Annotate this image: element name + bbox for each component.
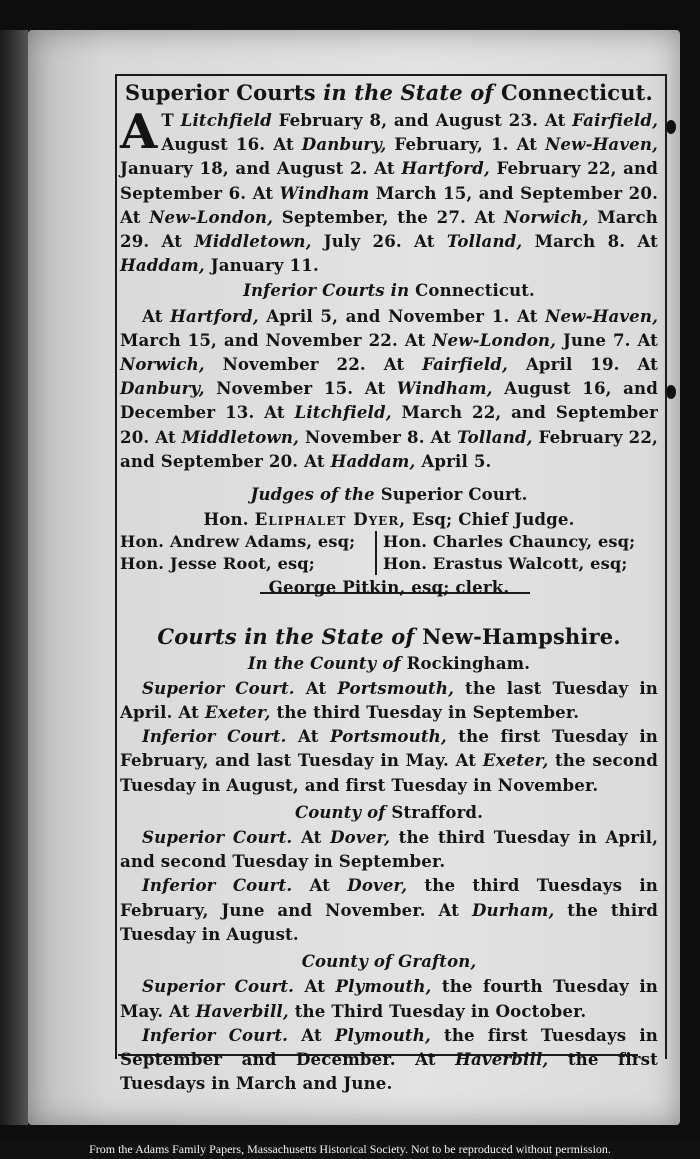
town-name: Windham bbox=[279, 182, 370, 203]
town-name: Exeter, bbox=[482, 750, 549, 771]
text-run: January 18, and August 2. At bbox=[120, 158, 402, 179]
judges-heading bbox=[120, 483, 658, 507]
text-run: At bbox=[142, 305, 171, 326]
court-label: Inferior Court. bbox=[142, 1024, 289, 1045]
text-run: At bbox=[292, 875, 348, 896]
text-run: T bbox=[161, 110, 181, 130]
strafford-heading bbox=[120, 801, 658, 825]
text-run: the first Tuesday in February, and last Tuesday in May. At bbox=[120, 726, 659, 771]
court-label: Inferior Court. bbox=[142, 726, 287, 747]
text-run: At bbox=[294, 677, 338, 698]
town-name: Tolland, bbox=[457, 426, 533, 447]
town-name: Litchfield bbox=[180, 110, 272, 130]
judge-entry: Hon. Charles Chauncy, esq; bbox=[383, 532, 636, 552]
text-run: Hon. bbox=[203, 509, 255, 530]
town-name: New-London, bbox=[432, 329, 557, 350]
text-run: March 29. At bbox=[120, 206, 658, 252]
rockingham-superior-paragraph bbox=[120, 676, 658, 724]
grafton-superior-paragraph bbox=[120, 974, 658, 1022]
text-run: July 26. At bbox=[311, 231, 447, 252]
text-run: February, 1. At bbox=[386, 134, 546, 155]
inferior-courts-ct-heading bbox=[120, 279, 658, 303]
superior-courts-ct-paragraph bbox=[120, 104, 658, 277]
heading-part: Judges of the bbox=[250, 485, 381, 505]
title-part: Connecticut. bbox=[501, 80, 653, 105]
town-name: Dover, bbox=[347, 875, 408, 896]
town-name: Durham, bbox=[471, 899, 555, 920]
text-run: March 8. At bbox=[522, 231, 658, 252]
text-run: April 5, and November 1. At bbox=[258, 305, 546, 326]
heading-part: County of Grafton, bbox=[301, 952, 477, 972]
text-run: February 22, and September 20. At bbox=[120, 426, 658, 471]
town-name: Middletown, bbox=[194, 231, 312, 252]
text-run: March 22, and September 20. At bbox=[120, 402, 658, 447]
town-name: Danbury, bbox=[120, 378, 205, 399]
text-run: the second Tuesday in August, and first Tuesday in November. bbox=[120, 750, 658, 795]
grafton-inferior-paragraph bbox=[120, 1023, 658, 1096]
text-run: the first Tuesdays in March and June. bbox=[120, 1048, 658, 1094]
town-name: Hartford, bbox=[170, 305, 259, 326]
text-run: November 8. At bbox=[299, 426, 458, 447]
text-run: November 15. At bbox=[204, 378, 397, 399]
text-run: At bbox=[292, 827, 331, 848]
text-run: April 5. bbox=[415, 450, 492, 471]
court-label: Superior Court. bbox=[142, 976, 295, 997]
heading-part: Strafford. bbox=[391, 802, 484, 822]
judge-entry: Hon. Andrew Adams, esq; bbox=[120, 532, 356, 552]
title-part: Courts in the State of bbox=[157, 623, 423, 649]
town-name: Haverbill, bbox=[195, 1000, 289, 1021]
heading-part: Connecticut. bbox=[415, 281, 535, 301]
text-run: February 22, and September 6. At bbox=[120, 158, 658, 203]
town-name: New-London, bbox=[149, 206, 274, 227]
town-name: Fairfield, bbox=[572, 110, 658, 130]
town-name: Dover, bbox=[330, 827, 390, 848]
town-name: Litchfield, bbox=[294, 402, 392, 423]
text-run: At bbox=[294, 976, 336, 997]
title-part: New-Hampshire. bbox=[422, 623, 621, 649]
town-name: Haddam, bbox=[120, 255, 205, 276]
text-run: March 15, and September 20. At bbox=[120, 182, 658, 227]
town-name: New-Haven, bbox=[545, 305, 658, 326]
text-run: August 16, and December 13. At bbox=[120, 378, 659, 423]
town-name: Haverbill, bbox=[455, 1048, 549, 1069]
text-run: the first Tuesdays in September and December. At bbox=[120, 1024, 659, 1069]
judge-entry: Hon. Jesse Root, esq; bbox=[120, 554, 315, 574]
text-run: the fourth Tuesday in May. At bbox=[120, 976, 658, 1021]
text-run: January 11. bbox=[204, 255, 319, 276]
town-name: Portsmouth, bbox=[337, 677, 455, 698]
strafford-inferior-paragraph bbox=[120, 873, 658, 946]
judges-right-column bbox=[375, 531, 658, 575]
town-name: Norwich, bbox=[120, 354, 205, 375]
text-run: the Third Tuesday in Ooctober. bbox=[288, 1000, 587, 1021]
chief-judge-line bbox=[120, 507, 658, 531]
town-name: Hartford, bbox=[401, 158, 490, 179]
text-run: At bbox=[288, 1024, 335, 1045]
text-run: the third Tuesday in August. bbox=[120, 899, 658, 944]
text-run: At bbox=[286, 726, 331, 747]
town-name: Plymouth, bbox=[334, 1024, 431, 1045]
court-label: Superior Court. bbox=[142, 827, 293, 848]
text-run: the third Tuesdays in February, June and November. At bbox=[120, 875, 658, 920]
text-run: June 7. At bbox=[556, 329, 659, 350]
binding-mark bbox=[666, 120, 676, 134]
text-run: the third Tuesday in September. bbox=[270, 702, 580, 723]
document-text bbox=[120, 74, 658, 1095]
copyright-footer: From the Adams Family Papers, Massachusetts Historical Society. Not to be reproduced without permission. bbox=[0, 1140, 700, 1159]
town-name: Windham, bbox=[396, 378, 493, 399]
text-run: the last Tuesday in April. At bbox=[120, 677, 658, 723]
town-name: Portsmouth, bbox=[330, 726, 447, 747]
judges-left-column bbox=[120, 531, 375, 575]
connecticut-title bbox=[120, 78, 658, 108]
heading-part: Inferior Courts in bbox=[243, 281, 416, 301]
court-label: Superior Court. bbox=[142, 677, 295, 698]
strafford-superior-paragraph bbox=[120, 825, 658, 873]
clerk-line: George Pitkin, esq; clerk. bbox=[268, 577, 510, 598]
title-part: in the State of bbox=[323, 80, 502, 105]
text-run: April 19. At bbox=[507, 354, 659, 375]
heading-part: County of bbox=[294, 802, 392, 822]
text-run: November 22. At bbox=[204, 354, 423, 375]
town-name: Danbury, bbox=[301, 134, 387, 155]
heading-part: Rockingham. bbox=[406, 653, 531, 673]
judge-name: Eliphalet Dyer, bbox=[254, 509, 407, 530]
text-run: March 15, and November 22. At bbox=[120, 329, 433, 350]
inferior-courts-ct-paragraph bbox=[120, 304, 658, 473]
rockingham-inferior-paragraph bbox=[120, 724, 658, 797]
text-run: September, the 27. At bbox=[273, 206, 504, 227]
book-spine bbox=[0, 30, 28, 1125]
town-name: Haddam, bbox=[330, 450, 416, 471]
heading-part: In the County of bbox=[247, 653, 407, 673]
court-label: Inferior Court. bbox=[142, 875, 293, 896]
town-name: Tolland, bbox=[446, 231, 523, 252]
text-run: February 8, and August 23. At bbox=[271, 110, 573, 130]
town-name: Norwich, bbox=[503, 206, 589, 227]
town-name: New-Haven, bbox=[545, 134, 658, 155]
heading-part: Superior Court. bbox=[380, 485, 528, 505]
town-name: Fairfield, bbox=[422, 354, 508, 375]
rockingham-heading bbox=[120, 652, 658, 676]
new-hampshire-title bbox=[120, 622, 658, 652]
associate-judges bbox=[120, 531, 658, 575]
text-run: the third Tuesday in April, and second Tuesday in September. bbox=[120, 827, 658, 872]
title-part: Superior Courts bbox=[125, 80, 324, 105]
grafton-heading bbox=[120, 950, 658, 974]
drop-cap: A bbox=[120, 104, 158, 160]
judge-entry: Hon. Erastus Walcott, esq; bbox=[383, 554, 628, 574]
town-name: Plymouth, bbox=[335, 976, 432, 997]
town-name: Exeter, bbox=[204, 702, 271, 723]
binding-mark bbox=[666, 385, 676, 399]
town-name: Middletown, bbox=[181, 426, 300, 447]
text-run: Esq; Chief Judge. bbox=[406, 509, 575, 530]
text-run: August 16. At bbox=[161, 134, 302, 155]
